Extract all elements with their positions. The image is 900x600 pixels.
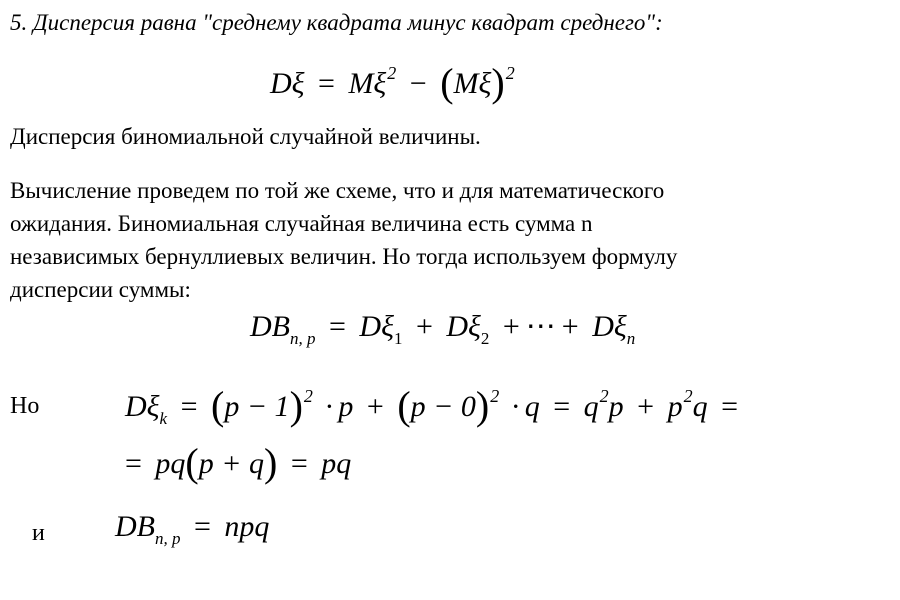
f3-exp2: 2 xyxy=(490,386,500,406)
f3-close1: ) xyxy=(289,383,303,428)
f1-t2-exp: 2 xyxy=(505,63,515,83)
f1-close: ) xyxy=(491,60,505,105)
binomial-variance-formula xyxy=(115,510,270,548)
f3-eq2: = xyxy=(553,390,571,423)
f1-t2: Mξ xyxy=(453,67,492,100)
f3-inner1: p − 1 xyxy=(224,390,290,423)
f3-p2: p xyxy=(667,390,683,423)
f2-eq: = xyxy=(329,310,346,343)
f5-rhs: npq xyxy=(224,510,270,543)
f3-inner2: p − 0 xyxy=(410,390,476,423)
f3-dot2: · xyxy=(510,390,521,423)
f2-plus1: + xyxy=(415,310,433,343)
f2-lhs-sub: n, p xyxy=(290,329,316,348)
f2-a-sub: 1 xyxy=(393,329,403,348)
bernoulli-variance-formula xyxy=(125,383,744,428)
f2-a: Dξ xyxy=(359,310,394,343)
f1-eq: = xyxy=(318,67,335,100)
f2-plus2: + xyxy=(502,310,520,343)
f2-lhs: DB xyxy=(250,310,290,343)
f3-open2: ( xyxy=(397,383,411,428)
f3-lhs-sub: k xyxy=(159,409,168,428)
f3-q: q xyxy=(524,390,540,423)
f4-inner: p + q xyxy=(198,447,264,480)
f3-plus: + xyxy=(366,390,384,423)
paragraph-2 xyxy=(10,174,870,306)
f3-eq: = xyxy=(180,390,198,423)
f3-plus2: + xyxy=(637,390,655,423)
f3-eq3: = xyxy=(721,390,738,423)
paragraph-2-line: ожидания. Биномиальная случайная величина есть сумма n xyxy=(10,211,593,236)
f3-close2: ) xyxy=(475,383,490,428)
f3-q-after: q xyxy=(692,390,708,423)
f3-p: p xyxy=(338,390,354,423)
label-no: Но xyxy=(10,393,40,419)
heading: 5. Дисперсия равна "среднему квадрата минус квадрат среднего": xyxy=(10,10,663,35)
f4-res: pq xyxy=(321,447,352,480)
f2-plus3: + xyxy=(561,310,579,343)
variance-sum-formula xyxy=(250,310,636,348)
f1-minus: − xyxy=(409,67,427,100)
paragraph-1: Дисперсия биномиальной случайной величины. xyxy=(10,124,481,149)
f3-dot1: · xyxy=(324,390,335,423)
f2-c-sub: n xyxy=(626,329,636,348)
paragraph-2-line: Вычисление проведем по той же схеме, что и для математического xyxy=(10,178,665,203)
f4-eq2: = xyxy=(290,447,308,480)
bernoulli-variance-result xyxy=(125,440,352,485)
f3-p2-exp: 2 xyxy=(683,386,693,406)
f1-t1: Mξ xyxy=(348,67,387,100)
f3-lhs: Dξ xyxy=(125,390,160,423)
f1-lhs: Dξ xyxy=(270,67,305,100)
f4-eq: = xyxy=(125,447,142,480)
f5-eq: = xyxy=(194,510,211,543)
paragraph-2-line: дисперсии суммы: xyxy=(10,277,191,302)
f4-open: ( xyxy=(185,440,199,485)
f3-p-after: p xyxy=(608,390,624,423)
f2-b-sub: 2 xyxy=(480,329,490,348)
variance-formula xyxy=(270,60,515,105)
f3-open1: ( xyxy=(210,383,225,428)
f2-c: Dξ xyxy=(592,310,627,343)
f2-dots: ⋯ xyxy=(525,310,556,343)
f4-pq: pq xyxy=(155,447,186,480)
f2-b: Dξ xyxy=(446,310,481,343)
f4-close: ) xyxy=(264,440,278,485)
f3-q2: q xyxy=(583,390,599,423)
f3-exp1: 2 xyxy=(303,386,313,406)
f1-open: ( xyxy=(440,60,454,105)
f1-t1-exp: 2 xyxy=(387,63,397,83)
label-i: и xyxy=(32,520,45,546)
f5-lhs: DB xyxy=(115,510,155,543)
f3-q2-exp: 2 xyxy=(599,386,609,406)
f5-lhs-sub: n, p xyxy=(155,529,181,548)
paragraph-2-line: независимых бернуллиевых величин. Но тогда используем формулу xyxy=(10,244,678,269)
